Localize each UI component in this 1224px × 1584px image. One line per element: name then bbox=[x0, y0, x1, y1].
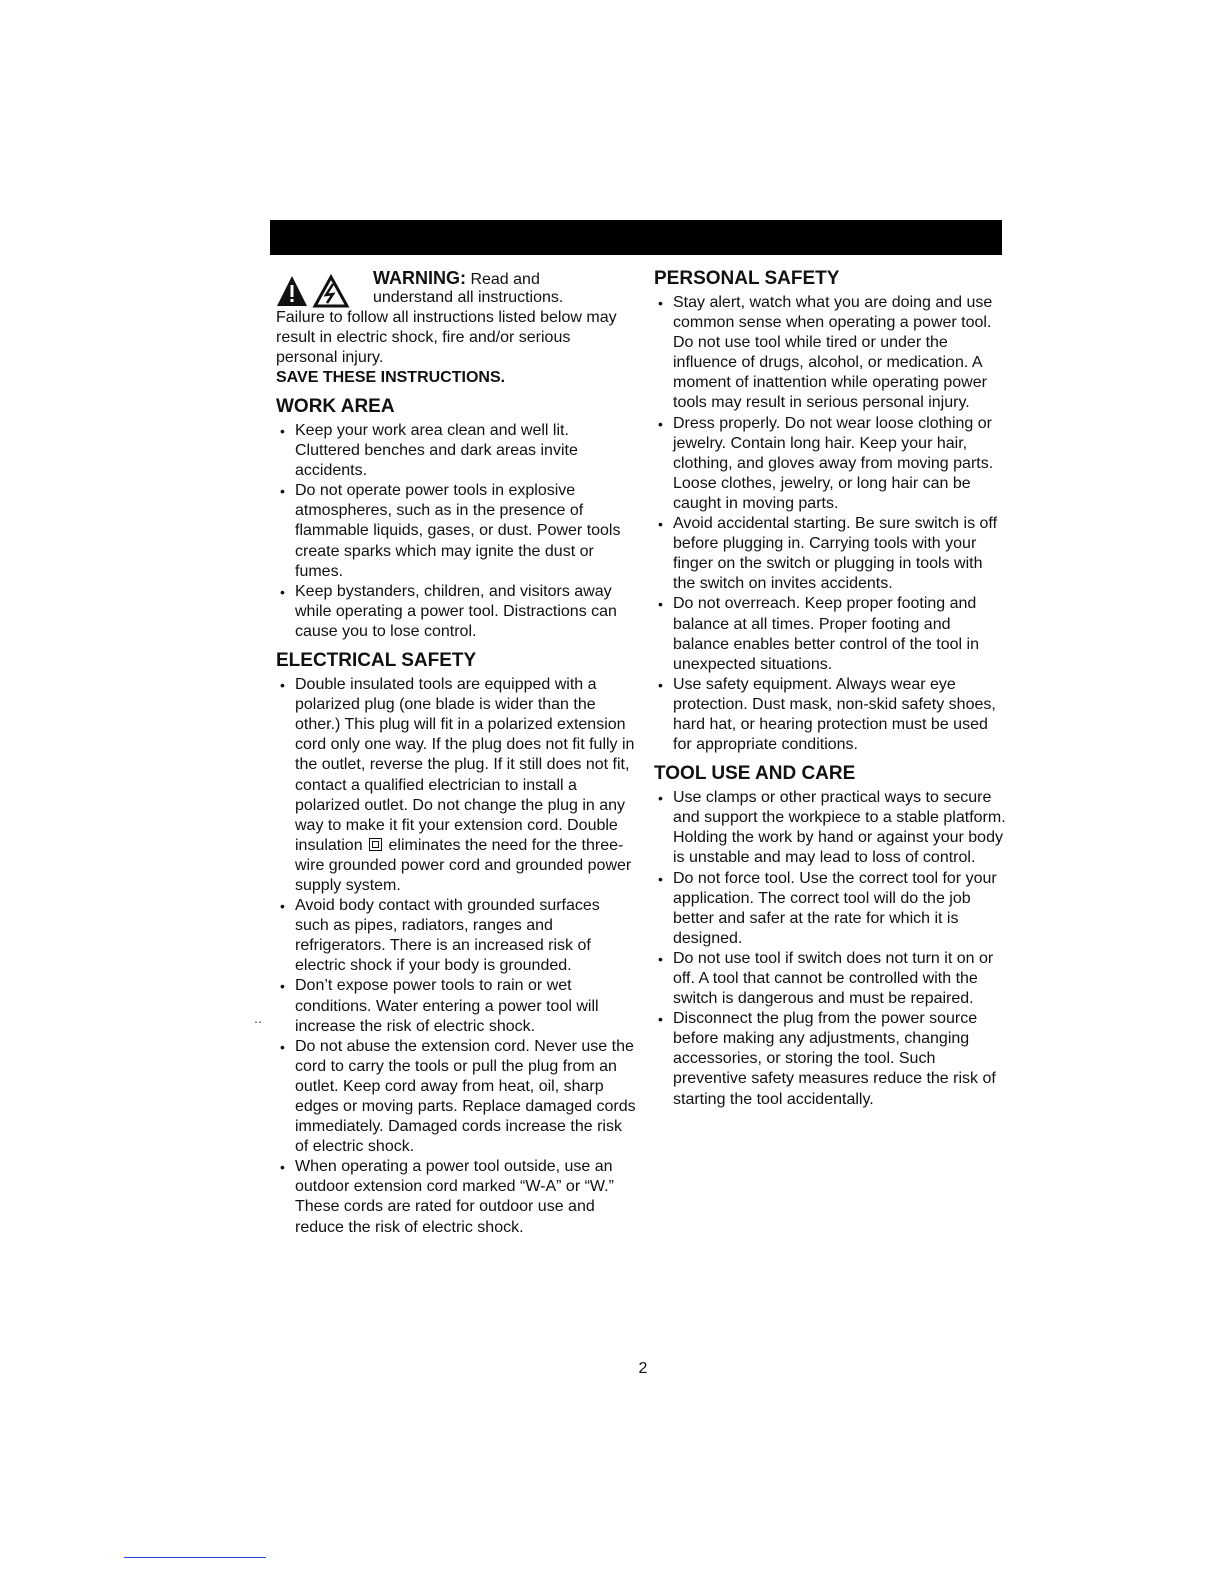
list-item: • Stay alert, watch what you are doing and use common sense when operating a power tool. Do not use tool while tired or under the influence of drugs, alcohol, or medication. A moment of inattention while operating power tools may result in serious personal injury. bbox=[654, 293, 1009, 414]
save-instructions: SAVE THESE INSTRUCTIONS. bbox=[276, 369, 506, 386]
list-item: • Keep bystanders, children, and visitors away while operating a power tool. Distractions can cause you to lose control. bbox=[276, 582, 636, 642]
list-item: • Do not force tool. Use the correct tool for your application. The correct tool will do the job better and safer at the rate for which it is designed. bbox=[654, 869, 1009, 949]
list-item: • Do not overreach. Keep proper footing and balance at all times. Proper footing and balance enables better control of the tool in unexpected situations. bbox=[654, 594, 1009, 674]
warning-line2: understand all instructions. bbox=[373, 289, 564, 306]
list-item: • Do not use tool if switch does not turn it on or off. A tool that cannot be controlled with the switch is dangerous and must be repaired. bbox=[654, 949, 1009, 1009]
tool-use-list bbox=[654, 788, 1009, 1110]
warning-block bbox=[276, 268, 636, 388]
electrical-safety-list bbox=[276, 675, 636, 1238]
double-insulation-icon bbox=[369, 838, 382, 851]
electrical-safety-heading: ELECTRICAL SAFETY bbox=[276, 650, 477, 672]
work-area-heading: WORK AREA bbox=[276, 396, 395, 417]
list-item: • Disconnect the plug from the power source before making any adjustments, changing accessories, or storing the tool. Such preventive safety measures reduce the risk of starting the tool accidentally. bbox=[654, 1009, 1009, 1109]
page-number: 2 bbox=[638, 1360, 648, 1377]
personal-safety-list bbox=[654, 293, 1009, 755]
warning-body: Failure to follow all instructions listed below may result in electric shock, fire and/or serious personal injury. bbox=[276, 309, 617, 366]
list-item: • Avoid body contact with grounded surfaces such as pipes, radiators, ranges and refrigerators. There is an increased risk of electric shock if your body is grounded. bbox=[276, 896, 636, 976]
list-item: • Avoid accidental starting. Be sure switch is off before plugging in. Carrying tools with your finger on the switch or plugging in tools with the switch on invites accidents. bbox=[654, 514, 1009, 594]
safety-alert-triangle-icon bbox=[277, 276, 307, 306]
list-item: • Don’t expose power tools to rain or wet conditions. Water entering a power tool will increase the risk of electric shock. bbox=[276, 976, 636, 1036]
list-item: • Do not abuse the extension cord. Never use the cord to carry the tools or pull the plug from an outlet. Keep cord away from heat, oil, sharp edges or moving parts. Replace damaged cords immediately. Damaged cords increase the risk of electric shock. bbox=[276, 1037, 636, 1158]
double-insulation-text-part2: eliminates the need for the three-wire grounded power cord and grounded power supply system. bbox=[295, 836, 632, 894]
scan-mark: ‥ bbox=[254, 1012, 263, 1026]
tool-use-heading: TOOL USE AND CARE bbox=[654, 763, 856, 785]
list-item bbox=[276, 675, 636, 896]
list-item: • Dress properly. Do not wear loose clothing or jewelry. Contain long hair. Keep your hair, clothing, and gloves away from moving parts. Loose clothes, jewelry, or long hair can be caught in moving parts. bbox=[654, 414, 1009, 514]
list-item: • Use clamps or other practical ways to secure and support the workpiece to a stable platform. Holding the work by hand or against your body is unstable and may lead to loss of control. bbox=[654, 788, 1009, 868]
work-area-list bbox=[276, 421, 636, 642]
header-bar bbox=[270, 220, 1002, 255]
warning-title-suffix: Read and bbox=[470, 271, 540, 288]
list-item: • Keep your work area clean and well lit. Cluttered benches and dark areas invite accidents. bbox=[276, 421, 636, 481]
left-column bbox=[276, 268, 636, 1238]
warning-icons bbox=[276, 274, 368, 308]
double-insulation-text-part1: Double insulated tools are equipped with a polarized plug (one blade is wider than the other.) This plug will fit in a polarized extension cord only one way. If the plug does not fit fully in the outlet, reverse the plug. If it still does not fit, contact a qualified electrician to install a polarized outlet. Do not change the plug in any way to make it fit your extension cord. Double insulation bbox=[295, 676, 635, 854]
right-column bbox=[654, 268, 1009, 1110]
list-item: • Do not operate power tools in explosive atmospheres, such as in the presence of flammable liquids, gases, or dust. Power tools create sparks which may ignite the dust or fumes. bbox=[276, 481, 636, 581]
warning-title: WARNING: bbox=[373, 268, 466, 288]
list-item: • When operating a power tool outside, use an outdoor extension cord marked “W-A” or “W.” These cords are rated for outdoor use and reduce the risk of electric shock. bbox=[276, 1157, 636, 1237]
personal-safety-heading: PERSONAL SAFETY bbox=[654, 268, 840, 289]
list-item: • Use safety equipment. Always wear eye protection. Dust mask, non-skid safety shoes, hard hat, or hearing protection must be used for appropriate conditions. bbox=[654, 675, 1009, 755]
electric-shock-triangle-icon bbox=[315, 277, 347, 306]
bottom-rule bbox=[124, 1557, 266, 1558]
